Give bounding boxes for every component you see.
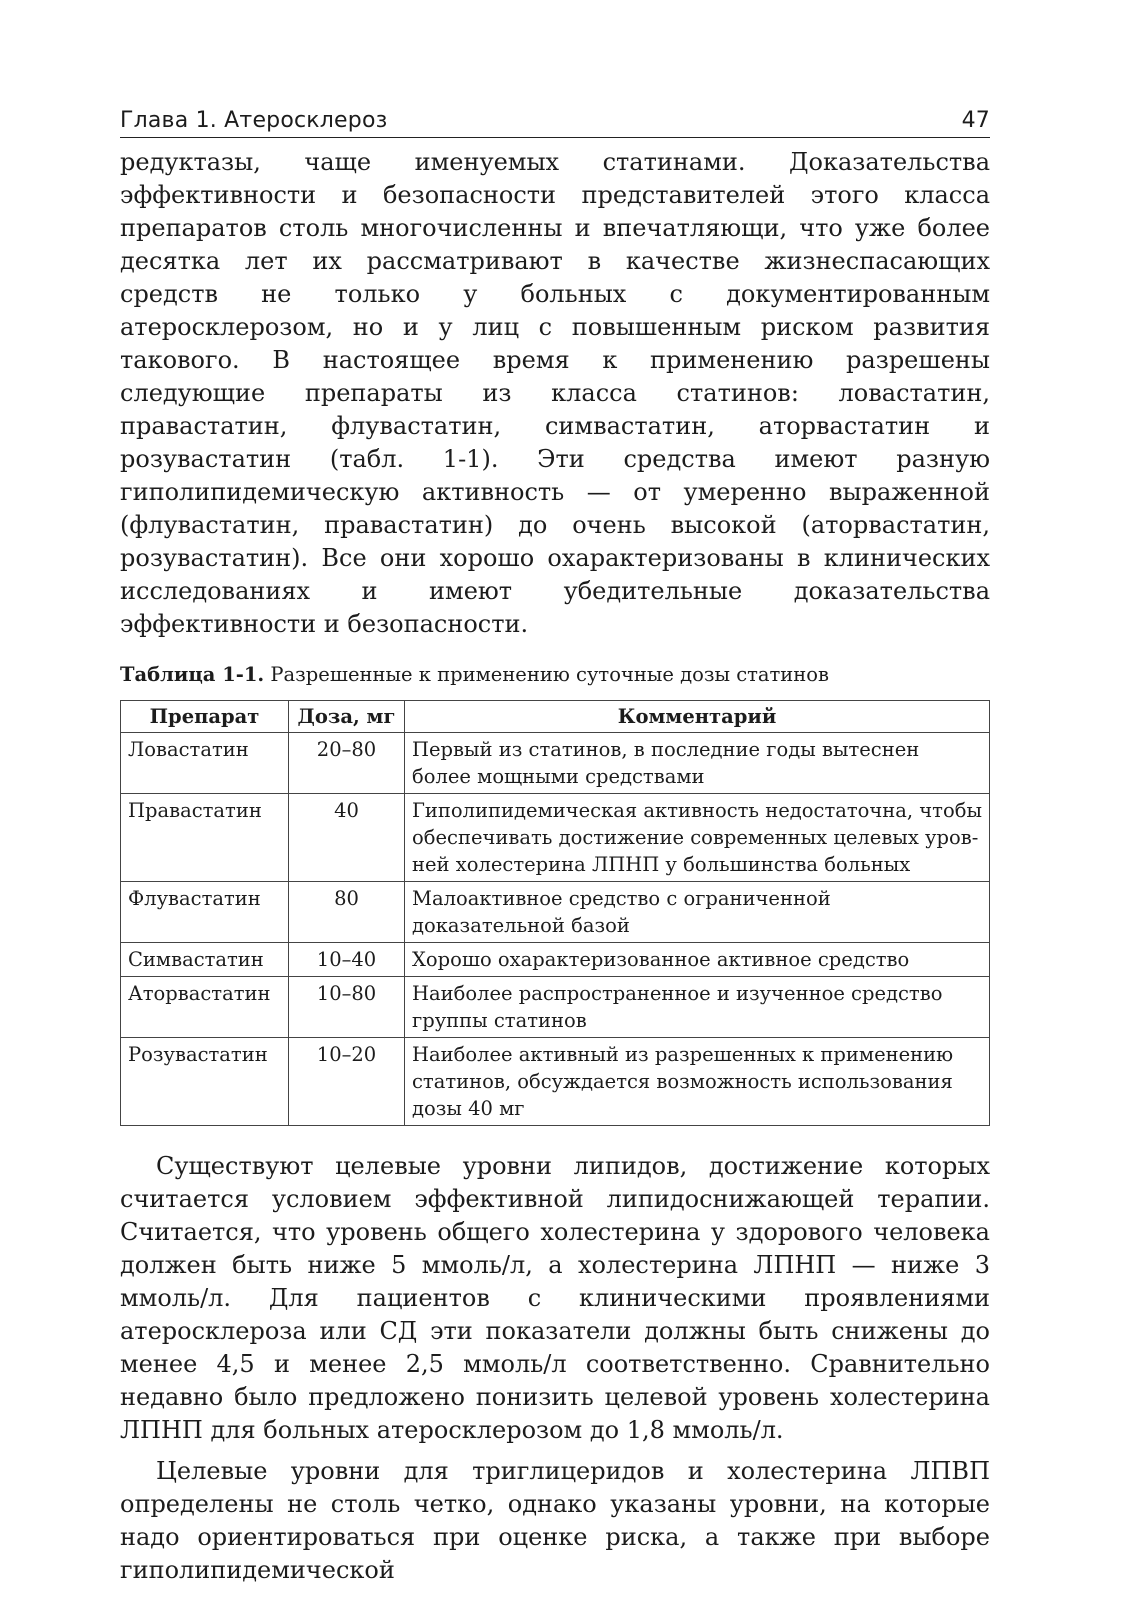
table-row: [121, 977, 990, 1038]
body-paragraph-3: Целевые уровни для триглицеридов и холестерина ЛПВП определены не столь четко, однако указаны уровни, на которые надо ориентироваться при оценке риска, а также при выборе гиполипидемической: [120, 1457, 990, 1584]
page-number: 47: [961, 108, 990, 133]
table-header-row: [121, 701, 990, 733]
column-header-comment: Комментарий: [405, 701, 990, 733]
dose-cell: 20–80: [289, 733, 405, 794]
drug-cell: Симвастатин: [121, 943, 289, 977]
table-caption-label: Таблица 1-1.: [120, 663, 265, 686]
table-caption-text: Разрешенные к применению суточные дозы статинов: [264, 663, 830, 686]
table-row: [121, 943, 990, 977]
table-row: [121, 794, 990, 882]
comment-cell: Малоактивное средство с ограниченной доказательной базой: [405, 882, 990, 943]
column-header-dose: Доза, мг: [289, 701, 405, 733]
column-header-drug: Препарат: [121, 701, 289, 733]
dose-cell: 10–20: [289, 1038, 405, 1126]
statins-dose-table: [120, 700, 990, 1126]
dose-cell: 10–40: [289, 943, 405, 977]
chapter-title: Глава 1. Атеросклероз: [120, 108, 388, 133]
table-row: [121, 1038, 990, 1126]
comment-cell: Наиболее активный из разрешенных к применению статинов, обсуждается возможность использования дозы 40 мг: [405, 1038, 990, 1126]
table-row: [121, 882, 990, 943]
comment-cell: Гиполипидемическая активность недостаточна, чтобы обеспечивать достижение современных целевых уровней холестерина ЛПНП у большинства больных: [405, 794, 990, 882]
comment-cell: Первый из статинов, в последние годы вытеснен более мощными средствами: [405, 733, 990, 794]
body-paragraph-1: редуктазы, чаще именуемых статинами. Доказательства эффективности и безопасности представителей этого класса препаратов столь многочисленны и впечатляющи, что уже более десятка лет их рассматривают в качестве жизнеспасающих средств не только у больных с документированным атеросклерозом, но и у лиц с повышенным риском развития такового. В настоящее время к применению разрешены следующие препараты из класса статинов: ловастатин, правастатин, флувастатин, симвастатин, аторвастатин и розувастатин (табл. 1-1). Эти средства имеют разную гиполипидемическую активность — от умеренно выраженной (флувастатин, правастатин) до очень высокой (аторвастатин, розувастатин). Все они хорошо охарактеризованы в клинических исследованиях и имеют убедительные доказательства эффективности и безопасности.: [120, 148, 990, 638]
comment-cell: Хорошо охарактеризованное активное средство: [405, 943, 990, 977]
comment-cell: Наиболее распространенное и изученное средство группы статинов: [405, 977, 990, 1038]
drug-cell: Аторвастатин: [121, 977, 289, 1038]
table-caption: [120, 663, 990, 686]
table-row: [121, 733, 990, 794]
dose-cell: 80: [289, 882, 405, 943]
drug-cell: Правастатин: [121, 794, 289, 882]
running-header: [120, 108, 990, 138]
page: [120, 108, 990, 1587]
dose-cell: 10–80: [289, 977, 405, 1038]
drug-cell: Флувастатин: [121, 882, 289, 943]
body-paragraph-2: Существуют целевые уровни липидов, достижение которых считается условием эффективной липидоснижающей терапии. Считается, что уровень общего холестерина у здорового человека должен быть ниже 5 ммоль/л, а холестерина ЛПНП — ниже 3 ммоль/л. Для пациентов с клиническими проявлениями атеросклероза или СД эти показатели должны быть снижены до менее 4,5 и менее 2,5 ммоль/л соответственно. Сравнительно недавно было предложено понизить целевой уровень холестерина ЛПНП для больных атеросклерозом до 1,8 ммоль/л.: [120, 1152, 990, 1444]
dose-cell: 40: [289, 794, 405, 882]
drug-cell: Розувастатин: [121, 1038, 289, 1126]
drug-cell: Ловастатин: [121, 733, 289, 794]
